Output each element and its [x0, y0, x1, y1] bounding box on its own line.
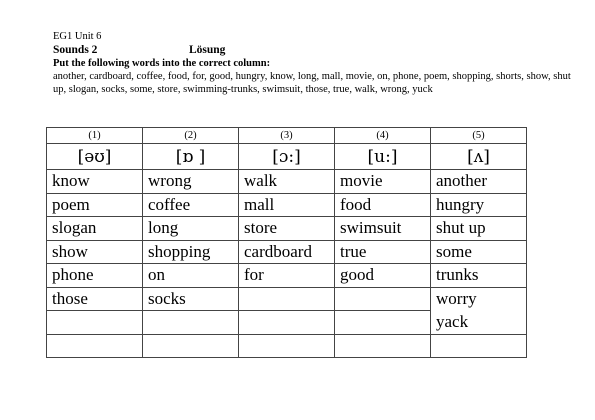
word-cell: food: [335, 193, 431, 217]
table-row: [47, 311, 527, 335]
table-row: [47, 334, 527, 358]
word-cell: [239, 287, 335, 311]
column-number-row: [47, 128, 527, 144]
instruction-text: Put the following words into the correct column:: [53, 58, 271, 69]
word-cell: another: [431, 170, 527, 194]
word-cell: [335, 311, 431, 335]
word-cell: store: [239, 217, 335, 241]
word-list: another, cardboard, coffee, food, for, good, hungry, know, long, mall, movie, on, phone, poem, shopping, shorts, show, shut up, slogan, socks, some, store, swimming-trunks, swimsuit, those, true, walk, wrong, yuck: [53, 71, 571, 95]
word-cell: shopping: [143, 240, 239, 264]
word-cell: for: [239, 264, 335, 288]
word-cell: cardboard: [239, 240, 335, 264]
word-cell: trunks: [431, 264, 527, 288]
word-cell: [335, 287, 431, 311]
word-cell: worry: [431, 287, 527, 311]
column-number: (5): [431, 128, 527, 144]
column-number: (1): [47, 128, 143, 144]
word-cell: yack: [431, 311, 527, 335]
unit-label: EG1 Unit 6: [53, 31, 102, 42]
table-row: [47, 264, 527, 288]
word-cell: [335, 334, 431, 358]
worksheet-header: [53, 30, 573, 96]
word-cell: poem: [47, 193, 143, 217]
word-cell: [239, 334, 335, 358]
word-cell: [431, 334, 527, 358]
ipa-symbol: [ɒ ]: [143, 144, 239, 170]
ipa-symbol: [ʌ]: [431, 144, 527, 170]
ipa-symbol: [ɔ:]: [239, 144, 335, 170]
title-row: [53, 43, 573, 57]
table-row: [47, 217, 527, 241]
word-cell: [239, 311, 335, 335]
solution-label: Lösung: [189, 44, 226, 56]
word-cell: show: [47, 240, 143, 264]
word-cell: know: [47, 170, 143, 194]
column-number: (3): [239, 128, 335, 144]
word-cell: walk: [239, 170, 335, 194]
word-cell: [143, 311, 239, 335]
word-cell: phone: [47, 264, 143, 288]
word-cell: slogan: [47, 217, 143, 241]
word-cell: true: [335, 240, 431, 264]
table-row: [47, 287, 527, 311]
word-cell: socks: [143, 287, 239, 311]
ipa-symbol: [u:]: [335, 144, 431, 170]
ipa-symbol: [əʊ]: [47, 144, 143, 170]
word-cell: [47, 311, 143, 335]
word-cell: [143, 334, 239, 358]
ipa-row: [47, 144, 527, 170]
table-row: [47, 170, 527, 194]
word-cell: movie: [335, 170, 431, 194]
word-cell: wrong: [143, 170, 239, 194]
word-cell: some: [431, 240, 527, 264]
word-cell: hungry: [431, 193, 527, 217]
word-cell: good: [335, 264, 431, 288]
word-cell: [47, 334, 143, 358]
word-cell: swimsuit: [335, 217, 431, 241]
word-cell: long: [143, 217, 239, 241]
column-number: (4): [335, 128, 431, 144]
sounds-title: Sounds 2: [53, 44, 98, 56]
column-number: (2): [143, 128, 239, 144]
word-cell: those: [47, 287, 143, 311]
word-cell: shut up: [431, 217, 527, 241]
table-row: [47, 240, 527, 264]
table-row: [47, 193, 527, 217]
word-cell: coffee: [143, 193, 239, 217]
word-cell: on: [143, 264, 239, 288]
sounds-table: [46, 127, 527, 358]
word-cell: mall: [239, 193, 335, 217]
